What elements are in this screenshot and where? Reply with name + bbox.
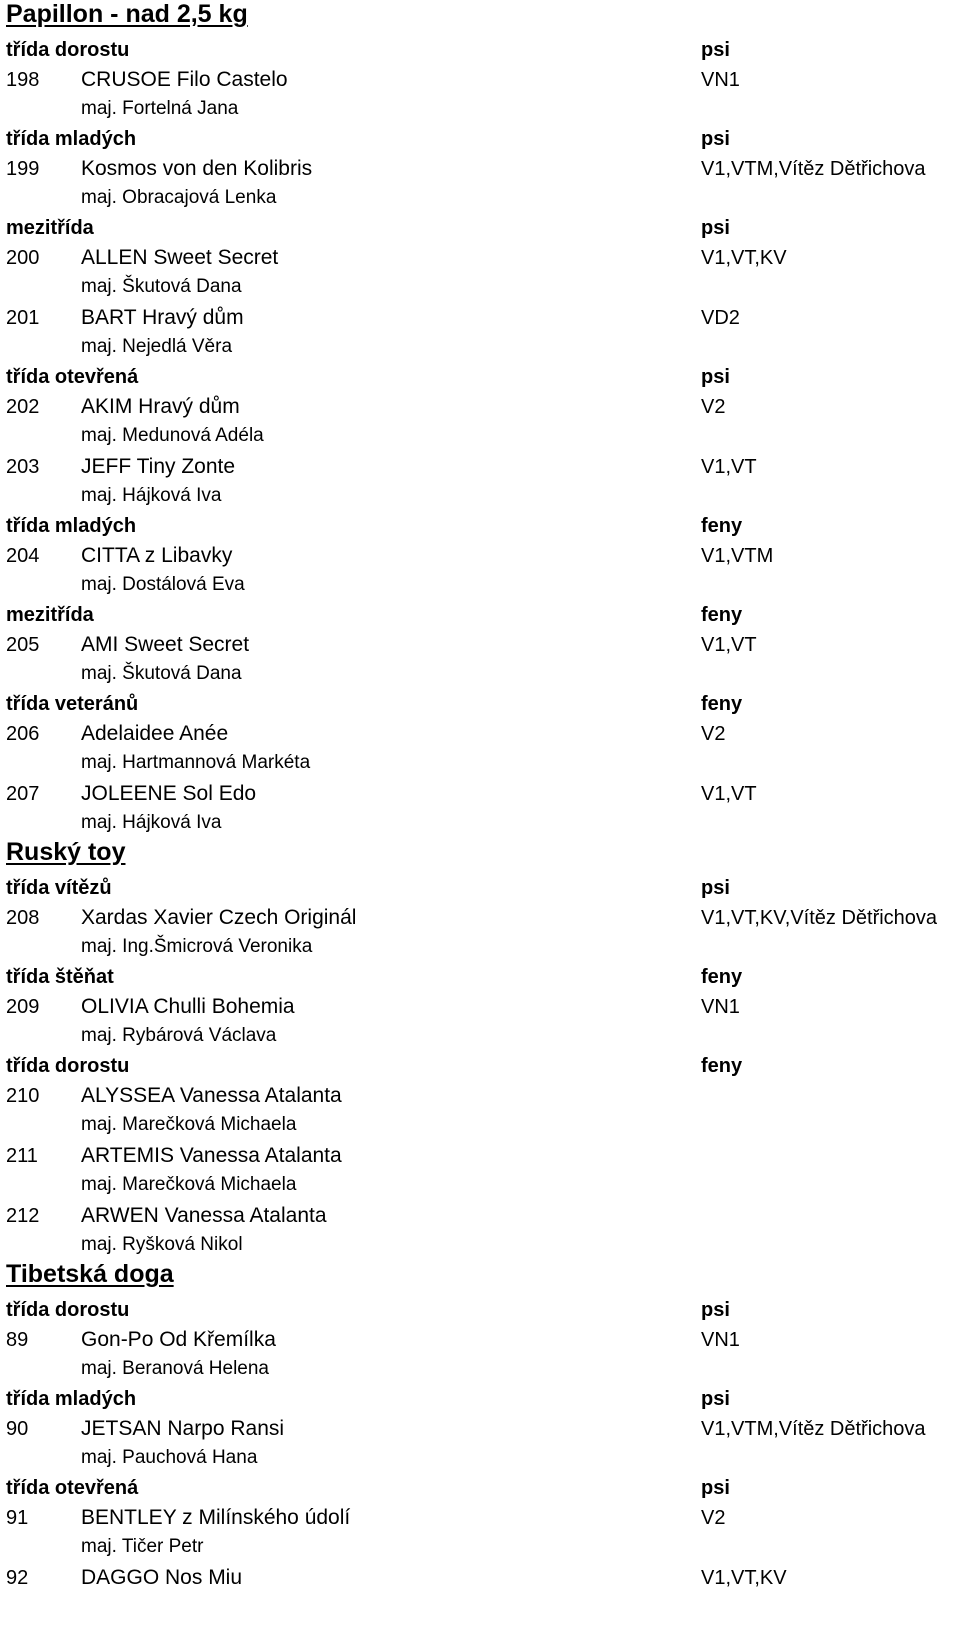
dog-name: BART Hravý dům [81, 306, 244, 329]
class-label: třída dorostu [6, 1055, 130, 1077]
dog-name: CRUSOE Filo Castelo [81, 68, 288, 91]
dog-entry [0, 902, 960, 933]
dog-name: JEFF Tiny Zonte [81, 455, 236, 478]
dog-entry [0, 1140, 960, 1171]
class-heading [0, 1473, 960, 1502]
result-grade: V2 [701, 1507, 726, 1529]
dog-entry [0, 1413, 960, 1444]
owner-name: maj. Rybárová Václava [81, 1025, 277, 1046]
owner-name: maj. Ryšková Nikol [81, 1234, 243, 1255]
owner-line [0, 933, 960, 962]
catalog-number: 206 [6, 723, 40, 745]
dog-name: Kosmos von den Kolibris [81, 157, 313, 180]
result-grade: V1,VT [701, 634, 757, 656]
owner-name: maj. Hartmannová Markéta [81, 752, 311, 773]
sex-label: psi [701, 366, 730, 388]
class-heading [0, 689, 960, 718]
owner-line [0, 1444, 960, 1473]
owner-line [0, 184, 960, 213]
sex-label: psi [701, 128, 730, 150]
owner-name: maj. Marečková Michaela [81, 1174, 297, 1195]
breed-heading [0, 838, 960, 873]
owner-name: maj. Obracajová Lenka [81, 187, 277, 208]
class-label: třída dorostu [6, 39, 130, 61]
catalog-number: 89 [6, 1329, 29, 1351]
owner-line [0, 95, 960, 124]
dog-entry [0, 64, 960, 95]
dog-name: ARWEN Vanessa Atalanta [81, 1204, 327, 1227]
owner-line [0, 1111, 960, 1140]
owner-line [0, 1355, 960, 1384]
class-label: třída otevřená [6, 366, 139, 388]
dog-name: JETSAN Narpo Ransi [81, 1417, 285, 1440]
sex-label: feny [701, 1055, 743, 1077]
class-heading [0, 600, 960, 629]
dog-entry [0, 991, 960, 1022]
sex-label: feny [701, 966, 743, 988]
result-grade: VN1 [701, 69, 740, 91]
class-heading [0, 362, 960, 391]
catalog-number: 92 [6, 1567, 29, 1589]
owner-line [0, 1231, 960, 1260]
owner-name: maj. Hájková Iva [81, 812, 222, 833]
class-label: třída otevřená [6, 1477, 139, 1499]
sex-label: feny [701, 515, 743, 537]
class-heading [0, 124, 960, 153]
dog-entry [0, 391, 960, 422]
catalog-number: 212 [6, 1205, 40, 1227]
dog-name: Gon-Po Od Křemílka [81, 1328, 276, 1351]
catalog-number: 201 [6, 307, 40, 329]
catalog-number: 200 [6, 247, 40, 269]
class-heading [0, 1384, 960, 1413]
sex-label: feny [701, 604, 743, 626]
dog-name: ARTEMIS Vanessa Atalanta [81, 1144, 342, 1167]
catalog-number: 198 [6, 69, 40, 91]
owner-name: maj. Tičer Petr [81, 1536, 204, 1557]
catalog-number: 209 [6, 996, 40, 1018]
owner-line [0, 422, 960, 451]
class-label: třída dorostu [6, 1299, 130, 1321]
dog-entry [0, 302, 960, 333]
dog-name: JOLEENE Sol Edo [81, 782, 257, 805]
catalog-number: 204 [6, 545, 40, 567]
catalog-number: 91 [6, 1507, 29, 1529]
result-grade: V2 [701, 396, 726, 418]
owner-name: maj. Marečková Michaela [81, 1114, 297, 1135]
class-heading [0, 962, 960, 991]
owner-line [0, 660, 960, 689]
result-grade: VN1 [701, 996, 740, 1018]
owner-name: maj. Škutová Dana [81, 663, 242, 684]
breed-title: Tibetská doga [6, 1260, 174, 1288]
owner-line [0, 482, 960, 511]
owner-line [0, 273, 960, 302]
owner-name: maj. Ing.Šmicrová Veronika [81, 936, 313, 957]
dog-name: ALYSSEA Vanessa Atalanta [81, 1084, 342, 1107]
result-grade: V1,VT,KV [701, 247, 787, 269]
class-heading [0, 511, 960, 540]
dog-name: BENTLEY z Milínského údolí [81, 1506, 351, 1529]
owner-line [0, 1022, 960, 1051]
sex-label: psi [701, 877, 730, 899]
class-label: třída štěňat [6, 966, 114, 988]
sex-label: feny [701, 693, 743, 715]
dog-name: AMI Sweet Secret [81, 633, 250, 656]
owner-line [0, 1533, 960, 1562]
owner-line [0, 749, 960, 778]
dog-entry [0, 1502, 960, 1533]
sex-label: psi [701, 1299, 730, 1321]
class-label: třída mladých [6, 1388, 137, 1410]
result-grade: V1,VTM [701, 545, 774, 567]
owner-line [0, 571, 960, 600]
class-label: třída vítězů [6, 877, 112, 899]
result-grade: V1,VTM,Vítěz Dětřichova [701, 1418, 926, 1440]
result-grade: V1,VT,KV [701, 1567, 787, 1589]
dog-entry [0, 1324, 960, 1355]
catalog-number: 203 [6, 456, 40, 478]
owner-name: maj. Škutová Dana [81, 276, 242, 297]
sex-label: psi [701, 1388, 730, 1410]
owner-name: maj. Dostálová Eva [81, 574, 245, 595]
catalog-number: 207 [6, 783, 40, 805]
class-heading [0, 1295, 960, 1324]
result-grade: V1,VT [701, 456, 757, 478]
dog-entry [0, 778, 960, 809]
class-heading [0, 873, 960, 902]
owner-name: maj. Nejedlá Věra [81, 336, 233, 357]
owner-name: maj. Hájková Iva [81, 485, 222, 506]
dog-name: Adelaidee Anée [81, 722, 229, 745]
class-heading [0, 1051, 960, 1080]
class-label: mezitřída [6, 217, 94, 239]
dog-name: Xardas Xavier Czech Originál [81, 906, 357, 929]
dog-name: CITTA z Libavky [81, 544, 233, 567]
result-grade: VN1 [701, 1329, 740, 1351]
catalog-number: 202 [6, 396, 40, 418]
breed-heading [0, 0, 960, 35]
breed-title: Ruský toy [6, 838, 126, 866]
catalog-number: 90 [6, 1418, 29, 1440]
owner-name: maj. Fortelná Jana [81, 98, 239, 119]
result-grade: V2 [701, 723, 726, 745]
breed-title: Papillon - nad 2,5 kg [6, 0, 248, 28]
result-grade: V1,VT,KV,Vítěz Dětřichova [701, 907, 938, 929]
class-label: třída mladých [6, 128, 137, 150]
owner-name: maj. Medunová Adéla [81, 425, 264, 446]
catalog-number: 205 [6, 634, 40, 656]
result-grade: V1,VT [701, 783, 757, 805]
class-label: mezitřída [6, 604, 94, 626]
dog-entry [0, 1562, 960, 1593]
dog-name: OLIVIA Chulli Bohemia [81, 995, 295, 1018]
dog-entry [0, 242, 960, 273]
dog-name: DAGGO Nos Miu [81, 1566, 243, 1589]
dog-entry [0, 451, 960, 482]
sex-label: psi [701, 217, 730, 239]
dog-entry [0, 540, 960, 571]
catalog-number: 210 [6, 1085, 40, 1107]
class-heading [0, 35, 960, 64]
dog-name: AKIM Hravý dům [81, 395, 240, 418]
dog-entry [0, 153, 960, 184]
catalog-number: 208 [6, 907, 40, 929]
class-label: třída veteránů [6, 693, 139, 715]
dog-name: ALLEN Sweet Secret [81, 246, 279, 269]
catalog-number: 199 [6, 158, 40, 180]
breed-heading [0, 1260, 960, 1295]
owner-line [0, 333, 960, 362]
dog-entry [0, 629, 960, 660]
dog-entry [0, 718, 960, 749]
dog-entry [0, 1200, 960, 1231]
result-grade: VD2 [701, 307, 740, 329]
owner-line [0, 1171, 960, 1200]
owner-name: maj. Pauchová Hana [81, 1447, 258, 1468]
sex-label: psi [701, 39, 730, 61]
catalog-number: 211 [6, 1145, 38, 1167]
class-heading [0, 213, 960, 242]
dog-entry [0, 1080, 960, 1111]
class-label: třída mladých [6, 515, 137, 537]
result-grade: V1,VTM,Vítěz Dětřichova [701, 158, 926, 180]
owner-line [0, 809, 960, 838]
owner-name: maj. Beranová Helena [81, 1358, 269, 1379]
sex-label: psi [701, 1477, 730, 1499]
